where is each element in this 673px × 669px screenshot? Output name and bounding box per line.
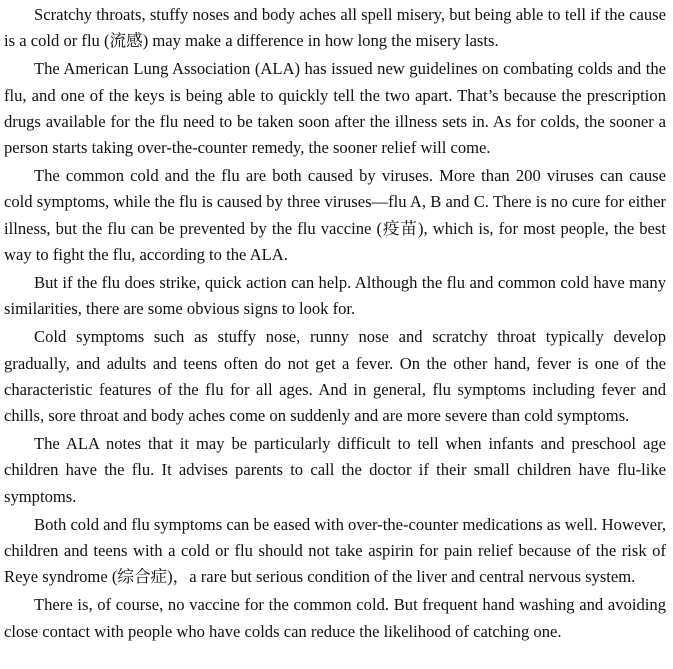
paragraph-5: Cold symptoms such as stuffy nose, runny nose and scratchy throat typically develop gradually, and adults and teens often do not get a fever. On the other hand, fever is one of the characteristic features of the flu for all ages. And in general, flu symptoms including fever and chills, sore throat and body aches come on suddenly and are more severe than cold symptoms. [4, 327, 666, 426]
paragraph-8: There is, of course, no vaccine for the common cold. But frequent hand washing and avoiding close contact with people who have colds can reduce the likelihood of catching one. [4, 595, 666, 641]
paragraph-2: The American Lung Association (ALA) has issued new guidelines on combating colds and the flu, and one of the keys is being able to quickly tell the two apart. That’s because the prescription drugs available for the flu need to be taken soon after the illness sets in. As for colds, the sooner a person starts taking over-the-counter remedy, the sooner relief will come. [4, 59, 666, 158]
article-body [4, 2, 666, 645]
paragraph-4: But if the flu does strike, quick action can help. Although the flu and common cold have many similarities, there are some obvious signs to look for. [4, 273, 666, 319]
paragraph-7: Both cold and flu symptoms can be eased with over-the-counter medications as well. However, children and teens with a cold or flu should not take aspirin for pain relief because of the risk of Reye syndrome (综合症)，a rare but serious condition of the liver and central nervous system. [4, 514, 666, 587]
paragraph-3: The common cold and the flu are both caused by viruses. More than 200 viruses can cause cold symptoms, while the flu is caused by three viruses—flu A, B and C. There is no cure for either illness, but the flu can be prevented by the flu vaccine (疫苗), which is, for most people, the best way to fight the flu, according to the ALA. [4, 166, 666, 264]
paragraph-1: Scratchy throats, stuffy noses and body aches all spell misery, but being able to tell if the cause is a cold or flu (流感) may make a difference in how long the misery lasts. [4, 5, 666, 51]
paragraph-6: The ALA notes that it may be particularly difficult to tell when infants and preschool age children have the flu. It advises parents to call the doctor if their small children have flu-like symptoms. [4, 434, 666, 506]
